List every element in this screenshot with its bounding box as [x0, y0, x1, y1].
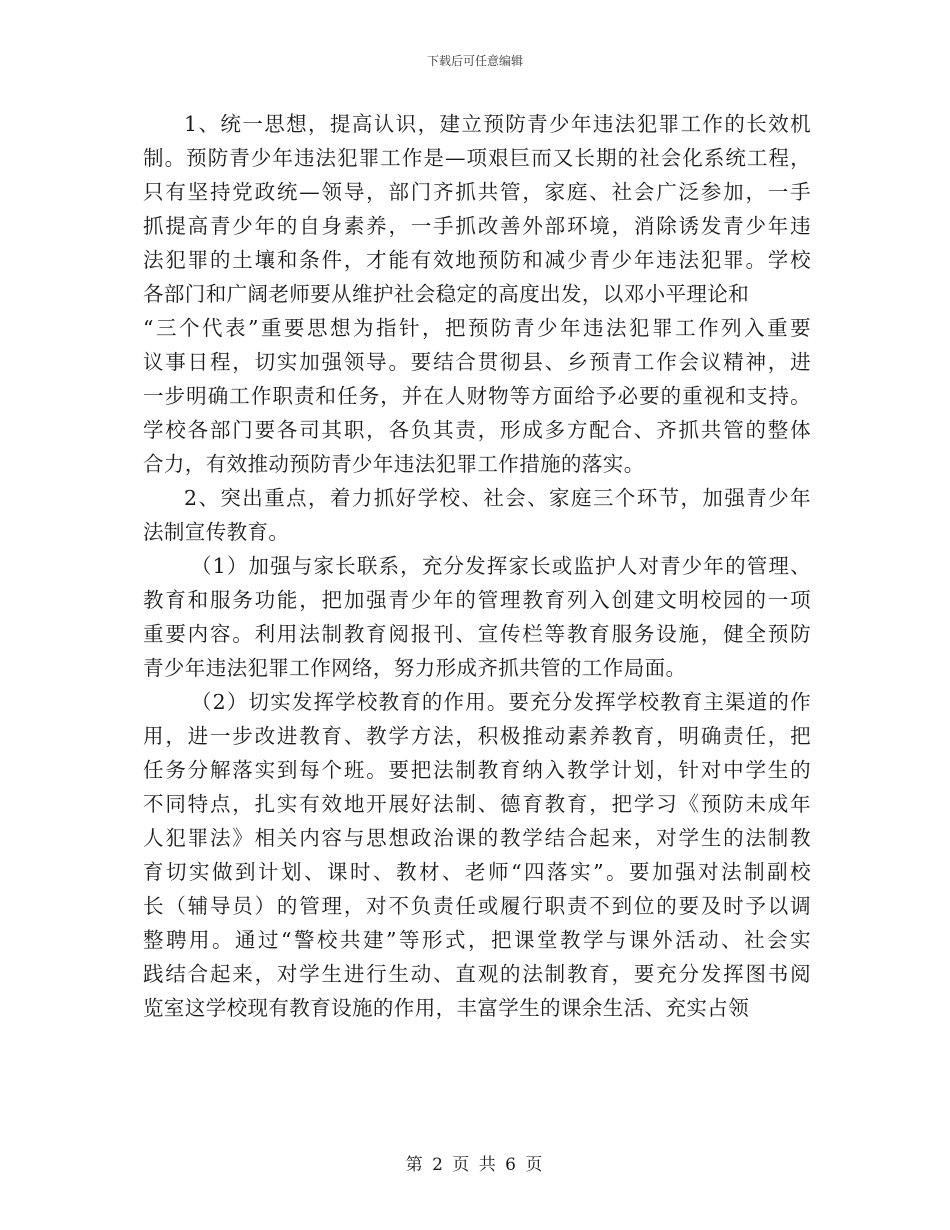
paragraph-3-line-3: 重要内容。利用法制教育阅报刊、宣传栏等教育服务设施，健全预防 [143, 622, 811, 646]
document-body [143, 107, 811, 1025]
paragraph-4-line-4: 不同特点，扎实有效地开展好法制、德育教育，把学习《预防未成年 [143, 792, 811, 816]
paragraph-3-line-1: （1）加强与家长联系，充分发挥家长或监护人对青少年的管理、 [191, 554, 811, 578]
paragraph-4-line-6: 育切实做到计划、课时、教材、老师“四落实”。要加强对法制副校 [143, 860, 811, 884]
paragraph-4-line-8: 整聘用。通过“警校共建”等形式，把课堂教学与课外活动、社会实 [143, 928, 811, 952]
paragraph-1-line-2: 制。预防青少年违法犯罪工作是—项艰巨而又长期的社会化系统工程， [143, 146, 811, 170]
paragraph-1-line-11: 合力，有效推动预防青少年违法犯罪工作措施的落实。 [143, 452, 645, 476]
paragraph-4-line-1: （2）切实发挥学校教育的作用。要充分发挥学校教育主渠道的作 [191, 690, 811, 714]
paragraph-1-line-10: 学校各部门要各司其职，各负其责，形成多方配合、齐抓共管的整体 [143, 418, 811, 442]
paragraph-1-line-7: “三个代表”重要思想为指针，把预防青少年违法犯罪工作列入重要 [143, 316, 811, 340]
paragraph-1-line-3: 只有坚持党政统—领导，部门齐抓共管，家庭、社会广泛参加，一手 [143, 180, 811, 204]
paragraph-1-line-5: 法犯罪的土壤和条件，才能有效地预防和减少青少年违法犯罪。学校 [143, 248, 811, 272]
page-number: 第 2 页 共 6 页 [405, 1155, 545, 1175]
paragraph-1-line-4: 抓提高青少年的自身素养，一手抓改善外部环境，消除诱发青少年违 [143, 214, 811, 238]
paragraph-4-line-2: 用，进一步改进教育、教学方法，积极推动素养教育，明确责任，把 [143, 724, 811, 748]
paragraph-4-line-7: 长（辅导员）的管理，对不负责任或履行职责不到位的要及时予以调 [143, 894, 811, 918]
page-header: 下载后可任意编辑 [426, 54, 523, 68]
paragraph-1-line-9: 一步明确工作职责和任务，并在人财物等方面给予必要的重视和支持。 [143, 384, 811, 408]
paragraph-1-line-6: 各部门和广阔老师要从维护社会稳定的高度出发，以邓小平理论和 [143, 282, 750, 306]
paragraph-1-line-1: 1、统一思想，提高认识，建立预防青少年违法犯罪工作的长效机 [184, 112, 811, 136]
paragraph-2-line-1: 2、突出重点，着力抓好学校、社会、家庭三个环节，加强青少年 [184, 486, 811, 510]
paragraph-4-line-3: 任务分解落实到每个班。要把法制教育纳入教学计划，针对中学生的 [143, 758, 811, 782]
paragraph-4-line-9: 践结合起来，对学生进行生动、直观的法制教育，要充分发挥图书阅 [143, 962, 811, 986]
paragraph-1-line-8: 议事日程，切实加强领导。要结合贯彻县、乡预青工作会议精神，进 [143, 350, 811, 374]
paragraph-3-line-2: 教育和服务功能，把加强青少年的管理教育列入创建文明校园的一项 [143, 588, 811, 612]
paragraph-4-line-5: 人犯罪法》相关内容与思想政治课的教学结合起来，对学生的法制教 [143, 826, 811, 850]
paragraph-3-line-4: 青少年违法犯罪工作网络，努力形成齐抓共管的工作局面。 [143, 656, 687, 680]
paragraph-4-line-10: 览室这学校现有教育设施的作用，丰富学生的课余生活、充实占领 [143, 996, 750, 1020]
paragraph-2-line-2: 法制宣传教育。 [143, 520, 290, 544]
